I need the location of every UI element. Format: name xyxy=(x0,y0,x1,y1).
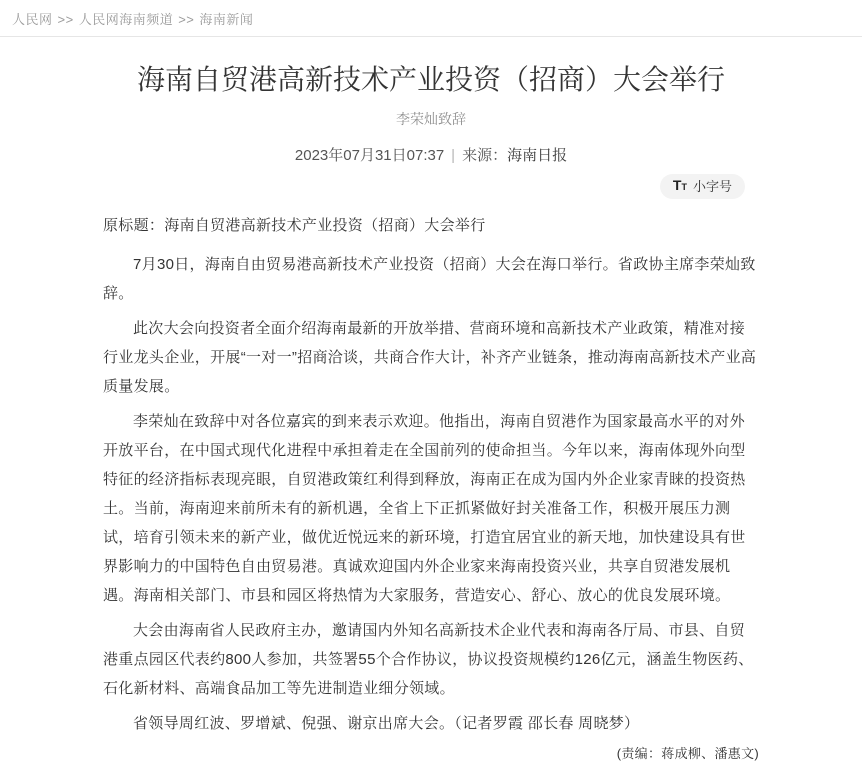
breadcrumb-separator: >> xyxy=(178,12,195,27)
breadcrumb-link-hainan-news[interactable]: 海南新闻 xyxy=(199,12,254,27)
breadcrumb-link-renminwang[interactable]: 人民网 xyxy=(12,12,53,27)
source-link[interactable]: 海南日报 xyxy=(507,147,568,164)
article-paragraph: 此次大会向投资者全面介绍海南最新的开放举措、营商环境和高新技术产业政策，精准对接行业龙头企业，开展“一对一”招商洽谈，共商合作大计，补齐产业链条，推动海南高新技术产业高质量发展。 xyxy=(103,320,757,395)
article-subtitle: 李荣灿致辞 xyxy=(396,111,466,127)
article-paragraph: 大会由海南省人民政府主办，邀请国内外知名高新技术企业代表和海南各厅局、市县、自贸港重点园区代表约800人参加，共签署55个合作协议，协议投资规模约126亿元，涵盖生物医药、石化新材料、高端食品加工等先进制造业细分领域。 xyxy=(103,622,754,697)
original-title xyxy=(103,211,759,240)
article-body xyxy=(103,211,759,764)
breadcrumb xyxy=(0,0,862,28)
publish-date: 2023年07月31日07:37 xyxy=(294,147,445,164)
original-title-label: 原标题： xyxy=(103,217,165,234)
font-size-icon: TT xyxy=(672,177,687,193)
article xyxy=(103,63,759,764)
breadcrumb-separator: >> xyxy=(57,12,74,27)
meta-separator: | xyxy=(451,147,456,164)
font-size-button[interactable] xyxy=(660,174,745,199)
editor-credit: (责编：蒋成柳、潘惠文) xyxy=(616,746,759,761)
article-paragraph: 省领导周红波、罗增斌、倪强、谢京出席大会。（记者罗霞 邵长春 周晓梦） xyxy=(133,715,640,732)
breadcrumb-link-hainan-channel[interactable]: 人民网海南频道 xyxy=(78,12,174,27)
font-size-label: 小字号 xyxy=(692,179,732,194)
page-title: 海南自贸港高新技术产业投资（招商）大会举行 xyxy=(136,64,725,95)
header-divider xyxy=(0,36,862,37)
article-meta xyxy=(103,144,759,165)
source-label: 来源： xyxy=(462,147,508,164)
original-title-text: 海南自贸港高新技术产业投资（招商）大会举行 xyxy=(164,217,486,234)
article-toolbar xyxy=(103,174,759,199)
article-paragraph: 李荣灿在致辞中对各位嘉宾的到来表示欢迎。他指出，海南自贸港作为国家最高水平的对外开放平台，在中国式现代化进程中承担着走在全国前列的使命担当。今年以来，海南体现外向型特征的经济指标表现亮眼，自贸港政策红利得到释放，海南正在成为国内外企业家青睐的投资热土。当前，海南迎来前所未有的新机遇，全省上下正抓紧做好封关准备工作，积极开展压力测试，培育引领未来的新产业，做优近悦远来的新环境，打造宜居宜业的新天地，加快建设具有世界影响力的中国特色自由贸易港。真诚欢迎国内外企业家来海南投资兴业，共享自贸港发展机遇。海南相关部门、市县和园区将热情为大家服务，营造安心、舒心、放心的优良发展环境。 xyxy=(103,413,746,604)
article-paragraph: 7月30日，海南自由贸易港高新技术产业投资（招商）大会在海口举行。省政协主席李荣灿致辞。 xyxy=(103,256,756,302)
